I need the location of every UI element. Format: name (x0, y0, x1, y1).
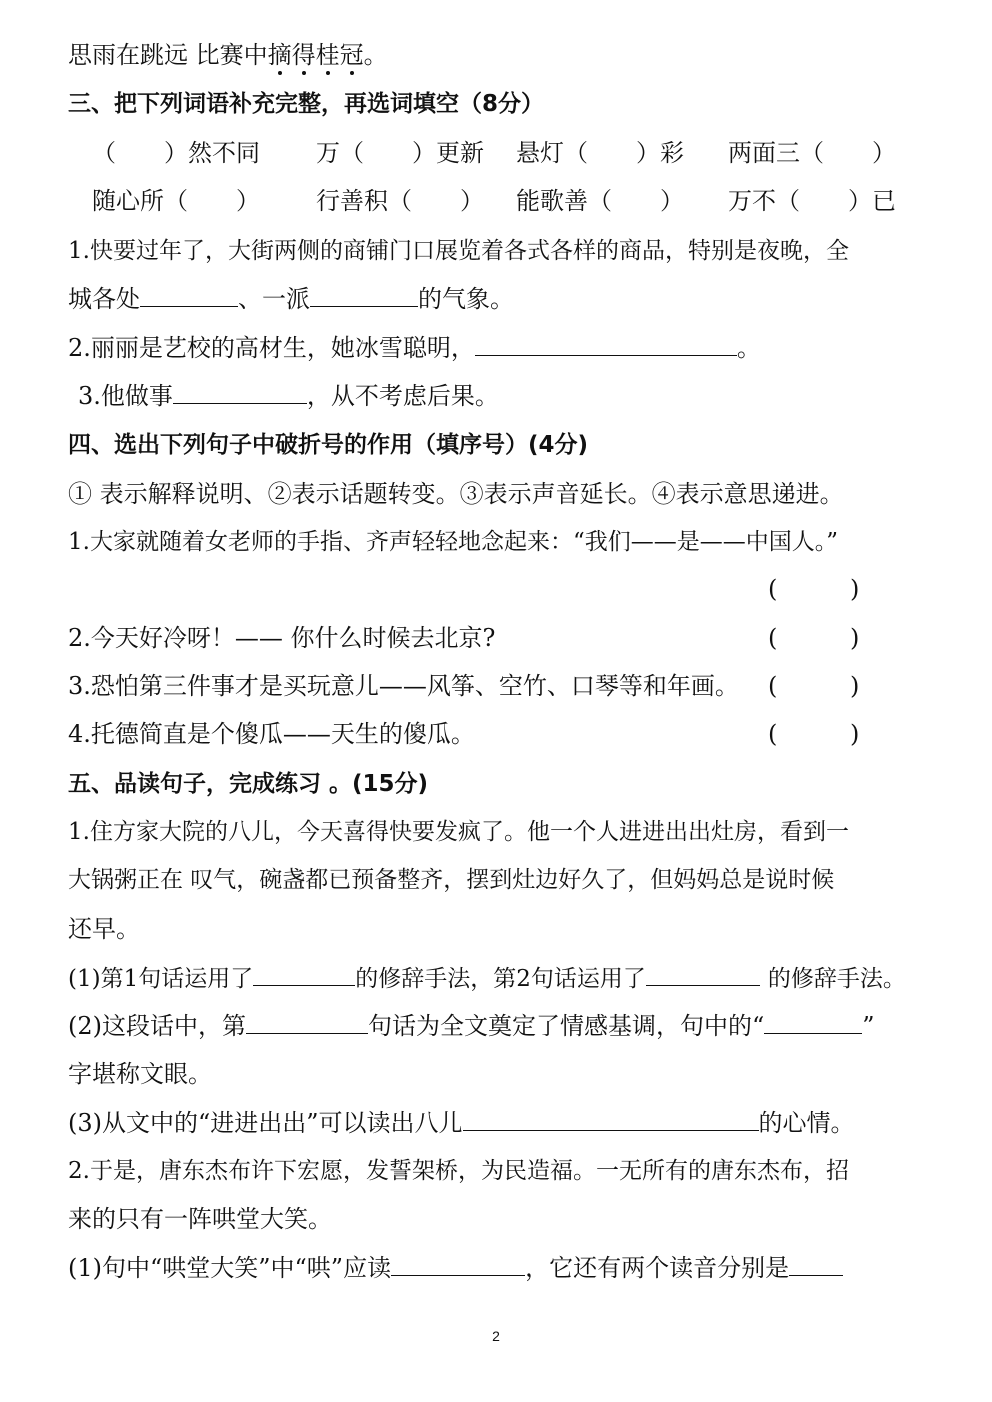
word-fill-8: 万不（ ）已 (728, 187, 896, 215)
s5-question-2: (2)这段话中，第 句话为全文奠定了情感基调，句中的“ ” (68, 1012, 875, 1040)
answer-blank[interactable] (475, 333, 737, 356)
s5-question-3: (3)从文中的“进进出出”可以读出八儿 的心情。 (68, 1109, 855, 1137)
word-fill-5: 随心所（ ） (92, 187, 260, 215)
passage-1-line3: 还早。 (68, 915, 140, 943)
answer-blank[interactable] (391, 1253, 525, 1276)
s3-question-3: 3.他做事 ，从不考虑后果。 (78, 382, 499, 410)
answer-paren-close: ) (850, 624, 860, 652)
answer-blank[interactable] (140, 284, 238, 307)
word-fill-1: （ ）然不同 (92, 139, 260, 167)
answer-blank[interactable] (310, 284, 418, 307)
s5-question-4: (1)句中“哄堂大笑”中“哄”应读 ，它还有两个读音分别是 (68, 1253, 843, 1283)
s4-question-1: 1.大家就随着女老师的手指、齐声轻轻地念起来：“我们——是——中国人。” (68, 529, 838, 555)
answer-blank[interactable] (173, 381, 307, 404)
answer-blank[interactable] (646, 963, 760, 986)
answer-paren-close: ) (850, 672, 860, 700)
word-fill-3: 悬灯（ ）彩 (516, 139, 684, 167)
answer-paren-close: ) (850, 720, 860, 748)
word-fill-2: 万（ ）更新 (316, 139, 484, 167)
continued-sentence: 思雨在跳远 比赛中摘得桂冠。 (68, 41, 388, 69)
answer-blank[interactable] (253, 963, 355, 986)
passage-2-line1: 2.于是，唐东杰布许下宏愿，发誓架桥，为民造福。一无所有的唐东杰布，招 (68, 1158, 849, 1184)
passage-2-line2: 来的只有一阵哄堂大笑。 (68, 1205, 332, 1233)
answer-paren-close: ) (850, 575, 860, 603)
s5-question-1: (1)第1句话运用了 的修辞手法，第2句话运用了 的修辞手法。 (68, 963, 906, 994)
dotted-char: 桂 (315, 41, 340, 69)
passage-1-line2: 大锅粥正在 叹气，碗盏都已预备整齐，摆到灶边好久了，但妈妈总是说时候 (68, 867, 835, 893)
dotted-char: 得 (291, 41, 316, 69)
word-fill-6: 行善积（ ） (316, 187, 484, 215)
answer-blank[interactable] (764, 1011, 862, 1034)
s4-question-3: 3.恐怕第三件事才是买玩意儿——风筝、空竹、口琴等和年画。 (68, 672, 739, 700)
answer-paren-open: ( (768, 624, 778, 652)
section5-heading: 五、品读句子，完成练习 。(15分) (68, 771, 429, 797)
answer-blank[interactable] (789, 1253, 843, 1276)
dotted-char: 冠 (339, 41, 364, 69)
passage-1-line1: 1.住方家大院的八儿，今天喜得快要发疯了。他一个人进进出出灶房，看到一 (68, 819, 849, 845)
answer-blank[interactable] (463, 1108, 759, 1131)
s3-question-1-line2: 城各处 、一派 的气象。 (68, 285, 514, 313)
answer-paren-open: ( (768, 672, 778, 700)
s5-question-2-line2: 字堪称文眼。 (68, 1060, 212, 1088)
s3-question-1-line1: 1.快要过年了，大街两侧的商铺门口展览着各式各样的商品，特别是夜晚，全 (68, 238, 849, 264)
answer-paren-open: ( (768, 720, 778, 748)
word-fill-7: 能歌善（ ） (516, 187, 684, 215)
dash-function-options: ① 表示解释说明、②表示话题转变。③表示声音延长。④表示意思递进。 (68, 480, 844, 508)
section4-heading: 四、选出下列句子中破折号的作用（填序号）(4分) (68, 432, 589, 458)
s4-question-2: 2.今天好冷呀！—— 你什么时候去北京? (68, 624, 496, 652)
s3-question-2: 2.丽丽是艺校的高材生，她冰雪聪明， 。 (68, 334, 761, 362)
answer-paren-open: ( (768, 575, 778, 603)
answer-blank[interactable] (246, 1011, 368, 1034)
section3-heading: 三、把下列词语补充完整，再选词填空（8分） (68, 91, 545, 117)
s4-question-4: 4.托德简直是个傻瓜——天生的傻瓜。 (68, 720, 475, 748)
page-number: 2 (492, 1328, 500, 1344)
word-fill-4: 两面三（ ） (728, 139, 896, 167)
dotted-char: 摘 (267, 41, 292, 69)
